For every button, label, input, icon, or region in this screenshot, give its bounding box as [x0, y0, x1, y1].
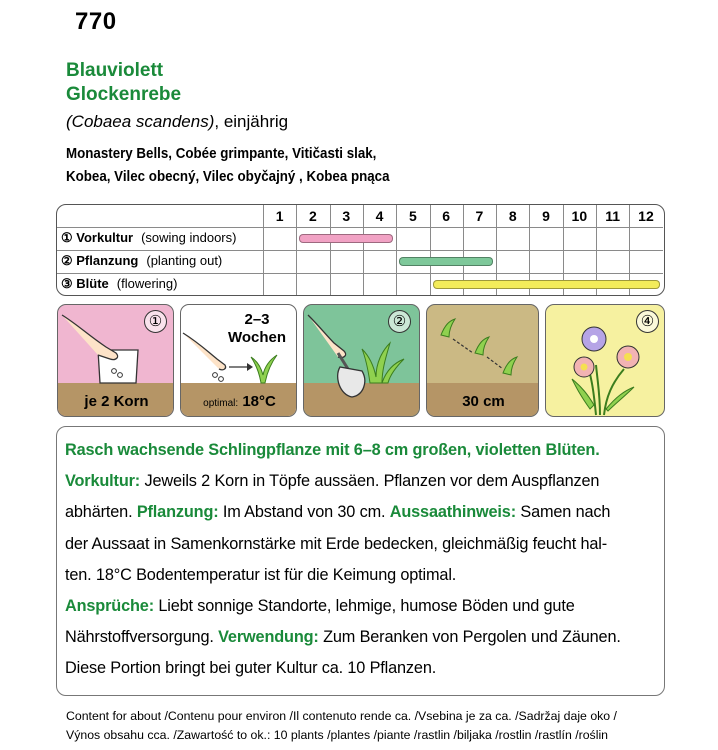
calendar-month-7: 7	[475, 208, 484, 224]
product-code: 770	[75, 8, 117, 35]
panel-sowing	[57, 304, 174, 417]
panel-spacing	[426, 304, 539, 417]
common-names-1: Monastery Bells, Cobée grimpante, Vitičasti slak,	[66, 146, 377, 162]
calendar-month-12: 12	[638, 208, 654, 224]
calendar-month-10: 10	[571, 208, 588, 224]
panel-spacing-label: 30 cm	[462, 393, 505, 410]
sowing-calendar	[56, 204, 665, 296]
optimal-prefix: optimal:	[203, 398, 239, 409]
calendar-bar	[299, 234, 393, 243]
calendar-month-2: 2	[309, 208, 317, 224]
description-line-5	[65, 591, 656, 622]
content-note-line-2: Výnos obsahu cca. /Zawartość to ok.: 10 plants /plantes /piante /rastlin /biljaka /rostlin /rastlín /roślin	[66, 728, 609, 742]
panel-flowering	[545, 304, 665, 417]
germination-duration-value: 2–3 Wochen	[227, 311, 287, 346]
calendar-month-11: 11	[605, 208, 621, 224]
calendar-month-9: 9	[542, 208, 550, 224]
title-line-1: Blauviolett	[66, 60, 164, 81]
common-names-2: Kobea, Vilec obecný, Vilec obyčajný , Kobea pnąca	[66, 169, 390, 185]
aussaat-label: Aussaathinweis:	[389, 503, 516, 522]
calendar-row-subtitle: (flowering)	[116, 276, 178, 291]
calendar-row-line	[57, 273, 663, 274]
pflanzung-label: Pflanzung:	[136, 503, 219, 522]
title-line-2: Glockenrebe	[66, 84, 182, 105]
headline: Rasch wachsende Schlingpflanze mit 6–8 cm großen, violetten Blüten.	[65, 441, 600, 459]
calendar-row-label	[61, 276, 177, 292]
germination-duration	[221, 311, 293, 347]
calendar-bar	[433, 280, 660, 289]
calendar-month-1: 1	[275, 208, 284, 224]
vorkultur-text-2: abhärten.	[65, 503, 137, 522]
calendar-month-8: 8	[508, 208, 517, 224]
panel-sowing-label: je 2 Korn	[84, 393, 149, 410]
description-line-3: der Aussaat in Samenkornstärke mit Erde bedecken, gleichmäßig feucht hal-	[65, 534, 607, 553]
calendar-row-subtitle: (sowing indoors)	[141, 230, 237, 245]
calendar-bar	[399, 257, 493, 266]
calendar-month-5: 5	[408, 208, 417, 224]
calendar-row-label	[61, 230, 236, 246]
description-text	[65, 435, 656, 685]
ansprueche-label: Ansprüche:	[65, 597, 154, 616]
latin-name: (Cobaea scandens)	[66, 112, 215, 131]
aussaat-text: Samen nach	[515, 503, 611, 522]
verwendung-label: Verwendung:	[218, 628, 319, 647]
description-line-6	[65, 622, 656, 653]
optimal-temperature: 18°C	[242, 393, 276, 410]
panel-germination-label	[181, 393, 297, 410]
lifecycle: , einjährig	[214, 112, 289, 131]
calendar-row-title: ② Pflanzung	[61, 253, 139, 268]
ansprueche-text-2: Nährstoffversorgung.	[65, 628, 219, 647]
calendar-row-title: ③ Blüte	[61, 276, 109, 291]
step-number-2: ②	[388, 310, 411, 333]
panel-germination	[180, 304, 297, 417]
calendar-row-label	[61, 253, 222, 269]
vorkultur-text: Jeweils 2 Korn in Töpfe aussäen. Pflanzen vor dem Auspflanzen	[140, 472, 600, 491]
content-note-line-1: Content for about /Contenu pour environ /Il contenuto rende ca. /Vsebina je za ca. /Sadržaj daje oko /	[66, 709, 617, 723]
calendar-row-title: ① Vorkultur	[61, 230, 134, 245]
description-box	[56, 426, 665, 696]
pflanzung-text: Im Abstand von 30 cm.	[218, 503, 390, 522]
description-line-1	[65, 466, 656, 497]
calendar-month-3: 3	[342, 208, 351, 224]
calendar-row-line	[57, 250, 663, 251]
description-line-7: Diese Portion bringt bei guter Kultur ca. 10 Pflanzen.	[65, 659, 437, 678]
calendar-row-subtitle: (planting out)	[146, 253, 223, 268]
step-number-4: ④	[636, 310, 659, 333]
calendar-month-6: 6	[442, 208, 451, 224]
vorkultur-label: Vorkultur:	[65, 472, 141, 491]
calendar-month-4: 4	[375, 208, 384, 224]
latin-name-line	[66, 112, 288, 132]
description-line-4: ten. 18°C Bodentemperatur ist für die Keimung optimal.	[65, 565, 457, 584]
ansprueche-text: Liebt sonnige Standorte, lehmige, humose Böden und gute	[153, 597, 575, 616]
calendar-row-line	[57, 227, 663, 228]
step-number-1: ①	[144, 310, 167, 333]
verwendung-text: Zum Beranken von Pergolen und Zäunen.	[318, 628, 621, 647]
panel-planting	[303, 304, 420, 417]
description-line-2	[65, 497, 656, 528]
